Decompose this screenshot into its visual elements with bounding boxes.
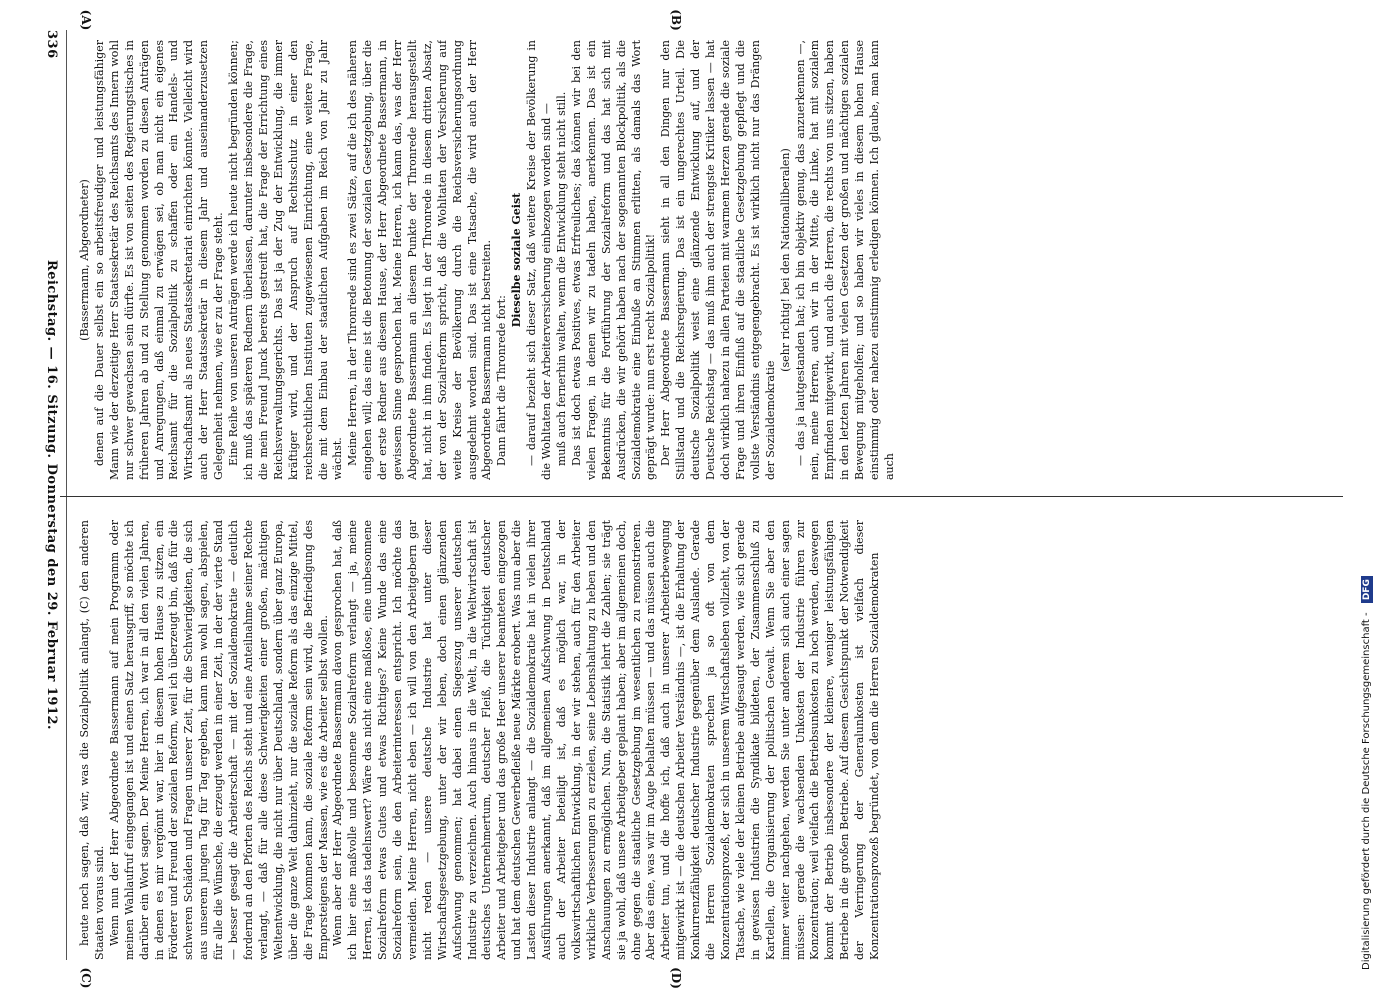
paragraph: denen auf die Dauer selbst ein so arbeitsfreudiger und leistungsfähiger Mann wie der derzeitige Herr Staatssekretär des Reichsamts des Innern wohl nur schwer gewachsen sein dürfte. Es ist von seiten des Regierungstisches in früheren Jahren ab und zu Stellung genommen worden zu diesen Anträgen und Anregungen, daß einmal zu erwägen sei, ob man nicht ein eigenes Reichsamt für die Sozialpolitik zu schaffen oder ein Handels- und Wirtschaftsamt als neues Staatssekretariat einrichten könnte. Vielleicht wird auch der Herr Staatssekretär in diesem Jahr und auseinanderzusetzen Gelegenheit nehmen, wie er zu der Frage steht. xyxy=(92,40,226,480)
running-head: Reichstag. — 16. Sitzung. Donnerstag den 29. Februar 1912. xyxy=(44,259,59,731)
paragraph: — das ja lautgestanden hat; ich bin objektiv genug, das anzuerkennen —, nein, meine Herren, auch wir in der Mitte, die Linke, hat mit sozialem Empfinden mitgewirkt, und auch die Herren, die rechts von uns sitzen, haben in den letzten Jahren mit vielen Gesetzen der großen und mächtigen sozialen Bewegung mitgeholfen; und so haben wir vieles in diesem hohen Hause einstimmig oder nahezu einstimmig erledigen können. Ich glaube, man kann auch xyxy=(793,40,896,480)
dfg-logo: DFG xyxy=(1361,576,1373,603)
paragraph: Eine Reihe von unseren Anträgen werde ich heute nicht begründen können; ich muß das späteren Rednern überlassen, darunter insbesondere die Frage, die mein Freund Junck bereits gestreift hat, die Frage der Errichtung eines Reichsverwaltungsgerichts. Das ist ja der Zug der Entwicklung, die immer kräftiger wird, und der Anspruch auf Rechtsschutz in einer den reichsrechtlichen Instituten zugewiesenen Einrichtung, eine weitere Frage, die mit dem Einbau der staatlichen Aufgaben im Reich von Jahr zu Jahr wächst. xyxy=(227,40,345,480)
quote-heading: Dieselbe soziale Geist xyxy=(510,192,524,328)
paragraph: Dann fährt die Thronrede fort: xyxy=(495,295,509,466)
margin-mark-c: (C) xyxy=(79,967,93,989)
column-divider xyxy=(60,496,1343,497)
paragraph: Der Herr Abgeordnete Bassermann sieht in all den Dingen nur den Stillstand und die Reichsregierung. Das ist ein ungerechtes Urteil. Die deutsche Sozialpolitik weist eine glänzende Entwicklung auf, und der Deutsche Reichstag — das muß ihm auch der strengste Kritiker lassen — hat doch wirklich nahezu in allen Parteien mit warmem Herzen gerade die soziale Frage und ihren Einfluß auf die staatliche Gesetzgebung gepflegt und die vollste Verständnis entgegengebracht. Es ist wirklich nicht nur das Drängen der Sozialdemokratie xyxy=(659,40,777,480)
paragraph: Meine Herren, in der Thronrede sind es zwei Sätze, auf die ich des näheren eingehen will; das eine ist die Betonung der sozialen Gesetzgebung, über die der erste Redner aus diesem Hause, der Herr Abgeordnete Bassermann, in gewissem Sinne gesprochen hat. Meine Herren, ich kann das, was der Herr Abgeordnete Bassermann an diesem Punkte der Thronrede herausgestellt hat, nicht in ihm finden. Es liegt in der Thronrede in diesem dritten Absatz, der von der Sozialreform spricht, daß die Wohltaten der Versicherung auf weite Kreise der Bevölkerung durch die Reichsversicherungsordnung ausgedehnt worden sind. Das ist eine Tatsache, die wird auch der Herr Abgeordnete Bassermann nicht bestreiten. xyxy=(346,40,494,480)
page-number: 336 xyxy=(44,30,59,59)
paragraph: Wenn aber der Herr Abgeordnete Bassermann davon gesprochen hat, daß ich hier eine maßvolle und besonnene Sozialreform verlangt — ja, meine Herren, ist das tadelnswert? Wäre das nicht eine maßlose, eine unbesonnene Sozialreform etwas Gutes und etwas Richtiges? Keine Wunde das eine Sozialreform sein, die den Arbeiterinteressen entspricht. Ich möchte das vermeiden. Meine Herren, nicht eben — ich will von den Arbeitgebern gar nicht reden — unsere deutsche Industrie hat unter dieser Wirtschaftsgesetzgebung, unter der wir leben, doch einen glänzenden Aufschwung genommen; hat dabei einen Siegeszug unserer deutschen Industrie zu verzeichnen. Auch hinaus in die Welt, in die Weltwirtschaft ist deutsches Unternehmertum, deutscher Fleiß, die Tüchtigkeit deutscher Arbeiter und Arbeitgeber und das große Heer unserer beamteten eingezogen und hat dem deutschen Gewerbefleiße neue Märkte erobert. Was nun aber die Lasten dieser Industrie anlangt — die Sozialdemokratie hat in vielen ihrer Ausführungen anerkannt, daß im allgemeinen Aufschwung in Deutschland auch der Arbeiter beteiligt ist, daß es möglich war, in der volkswirtschaftlichen Entwicklung, in der wir stehen, auch für den Arbeiter wirkliche Verbesserungen zu erzielen, seine Lebenshaltung zu heben und den Anschauungen zu ermöglichen. Nun, die Statistik lehrt die Zahlen; sie trägt sie ja wohl, daß unsere Arbeitgeber geplant haben; aber im allgemeinen doch, ohne gegen die staatliche Gesetzgebung im wesentlichen zu remonstrieren. Aber das eine, was wir im Auge behalten müssen — und das müssen auch die Arbeiter tun, und die hoffe ich, daß auch in unserer Arbeiterbewegung mitgewirkt ist — die deutschen Arbeiter Verständnis —, ist die Erhaltung der Konkurrenzfähigkeit deutscher Industrie gegenüber dem Auslande. Gerade die Herren Sozialdemokraten sprechen ja so oft von dem Konzentrationsprozeß, der sich in unserem Wirtschaftsleben vollzieht, von der Tatsache, wie viele der kleinen Betriebe aufgesaugt werden, wie sich gerade in gewissen Industrien die Syndikate bildeten, der Zusammenschluß zu Kartellen, die Organisierung der politischen Gewalt. Wenn Sie aber den immer weiter nachgehen, werden Sie unter anderem sich auch einer sagen müssen: gerade die wachsenden Unkosten der Industrie führen zur Konzentration; weil vielfach die Betriebsunkosten zu hoch werden, deswegen kommt der Betrieb insbesondere der kleinere, weniger leistungsfähigen Betriebe in die großen Betriebe. Auf diesem Gesichtspunkt der Notwendigkeit der Verringerung der Generalunkosten ist vielfach dieser Konzentrationsprozeß begründet, von dem die Herren Sozialdemokraten xyxy=(331,520,882,960)
paragraph: — darauf bezieht sich dieser Satz, daß weitere Kreise der Bevölkerung in die Wohltaten der Arbeiterversicherung einbezogen worden sind — xyxy=(525,40,554,480)
paragraph: Das ist doch etwas Positives, etwas Erfreuliches; das können wir bei den vielen Fragen, in denen wir zu tadeln haben, anerkennen. Das ist ein Bekenntnis für die Fortführung der Sozialreform und das hat sich mit Ausdrücken, die wir gehört haben nach der sogenannten Blockpolitik, als die Sozialdemokratie eine Einbuße an Stimmen erlitten, als damals das Wort geprägt wurde: nun erst recht Sozialpolitik! xyxy=(569,40,658,480)
right-column xyxy=(78,520,1333,960)
left-column xyxy=(78,40,1333,480)
margin-mark-a: (A) xyxy=(79,9,93,31)
interjection: (sehr richtig! bei den Nationalliberalen) xyxy=(778,148,792,372)
paragraph: Wenn nun der Herr Abgeordnete Bassermann auf mein Programm oder meinen Wahlaufruf eingegangen ist und einen Satz herausgriff, so möchte ich darüber ein Wort sagen. Der Meine Herren, ich war in all den vielen Jahren, in denen es mir vergönnt war, hier in diesem hohen Hause zu sitzen, ein Förderer und Freund der sozialen Reform, weil ich überzeugt bin, daß für die schweren Schäden und Fragen unserer Zeit, für die Schwierigkeiten, die sich aus unserem jungen Tag für Tag ergeben, kann man wohl sagen, abspielen, für alle die Wünsche, die erzeugt werden in einer Zeit, in der der vierte Stand — besser gesagt die Arbeiterschaft — mit der Sozialdemokratie — deutlich fordernd an den Pforten des Reichs steht und eine Anteilnahme seiner Rechte verlangt, — daß für alle diese Schwierigkeiten einer großen, mächtigen Weltentwicklung, die nicht nur über Deutschland, sondern über ganz Europa, über die ganze Welt dahinzieht, nur die soziale Reform als das einzige Mittel, die Frage kommen kann, die soziale Reform sein wird, die Befriedigung des Emporsteigens der Massen, wie es die Arbeiter selbst wollen. xyxy=(107,520,330,960)
credit-text: Digitalisierung gefördert durch die Deutsche Forschungsgemeinschaft - xyxy=(1361,612,1372,970)
margin-mark-d: (D) xyxy=(669,967,683,989)
paragraph: heute noch sagen, daß wir, was die Sozialpolitik anlangt, (C) den anderen Staaten voraus sind. xyxy=(78,520,106,960)
digitization-credit xyxy=(1359,30,1375,970)
paragraph: muß auch fernerhin walten, wenn die Entwicklung steht nicht still. xyxy=(555,91,568,466)
margin-mark-b: (B) xyxy=(669,9,683,31)
header-rule xyxy=(66,30,67,960)
speaker-line: (Bassermann, Abgeordneter) xyxy=(78,179,91,341)
page-header xyxy=(41,30,61,960)
